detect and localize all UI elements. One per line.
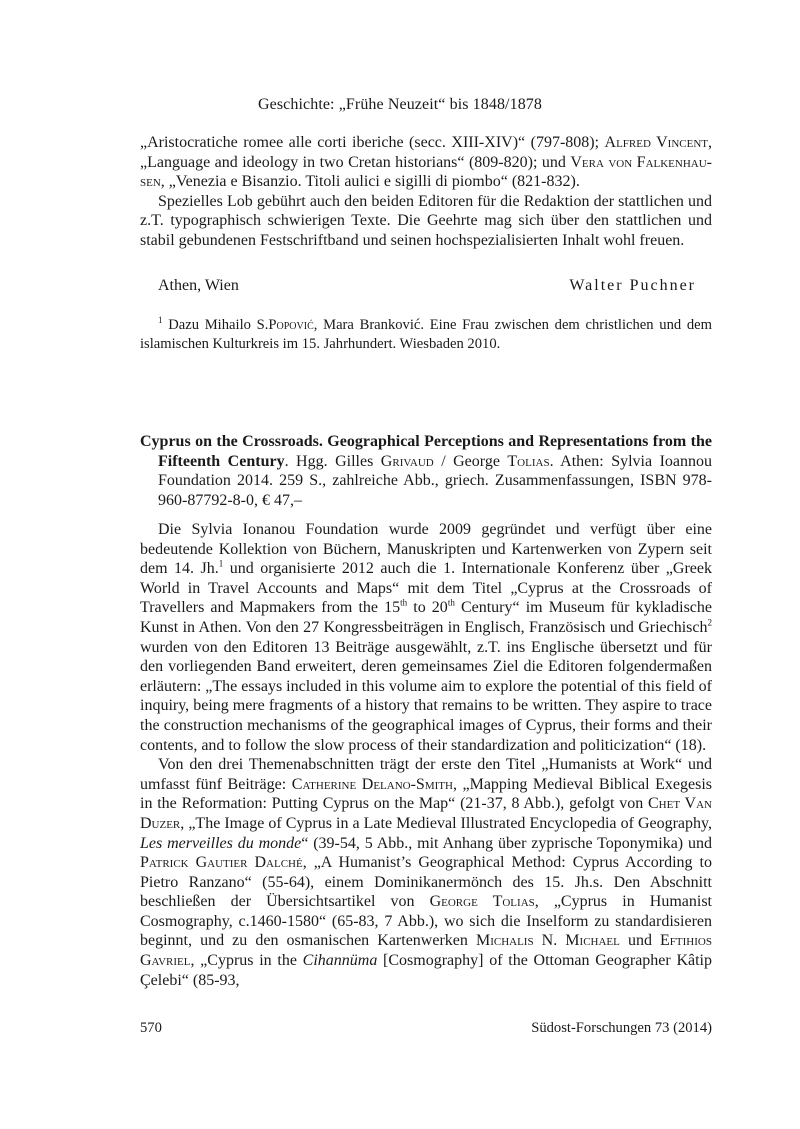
paragraph: „Aristocratiche romee alle corti iberiche (secc. XIII-XIV)“ (797-808); Alfred Vincent, „Language and ideology in two Cretan historians“ (809-820); und Vera von Falkenhau-sen, „Venezia e Bisanzio. Titoli aulici e sigilli di piombo“ (821-832). xyxy=(140,134,712,191)
author-name: Catherine Delano-Smith xyxy=(291,775,453,793)
author-name: Eftihios Gavriel xyxy=(140,932,712,970)
footnote-marker: 1 xyxy=(218,558,224,569)
author-name: Popović xyxy=(268,317,314,333)
footnote-marker: 1 xyxy=(158,315,163,326)
reviewer-name: Walter Puchner xyxy=(569,277,696,294)
review-title: Cyprus on the Crossroads. Geographical Perceptions and Representations from the Fifteenth Century. Hgg. Gilles Grivaud / George Tolias. Athen: Sylvia Ioannou Foundation 2014. 259 S., zahlreiche Abb., griech. Zusammenfassungen, ISBN 978-960-87792-8-0, € 47,– xyxy=(140,433,713,509)
paragraph: Spezielles Lob gebührt auch den beiden Editoren für die Redaktion der stattlichen und z.T. typographisch schwierigen Texte. Die Geehrte mag sich über den stattlichen und stabil gebundenen Festschriftband und seinen hochspezialisierten Inhalt wohl freuen. xyxy=(140,192,712,249)
review-place: Athen, Wien xyxy=(158,277,239,294)
author-name: Vera von Falkenhau-sen xyxy=(140,153,712,191)
author-name: Alfred Vincent xyxy=(604,134,708,151)
footnote-marker: 2 xyxy=(707,617,712,628)
journal-citation: Südost-Forschungen 73 (2014) xyxy=(531,1020,712,1036)
italic-title: Les merveilles du monde xyxy=(140,834,302,852)
author-name: George Tolias xyxy=(429,893,535,911)
editor-name: Grivaud xyxy=(380,452,434,470)
review-body xyxy=(140,520,712,990)
review-continuation xyxy=(140,133,712,251)
book-title: Cyprus on the Crossroads. Geographical Perceptions and Representations from the Fifteenth Century xyxy=(140,433,712,470)
author-name: Michalis N. Michael xyxy=(475,932,620,950)
paragraph: Die Sylvia Ionanou Foundation wurde 2009 gegründet und verfügt über eine bedeutende Kollektion von Büchern, Manuskripten und Kartenwerken von Zypern seit dem 14. Jh.$^1$ und organisierte 2012 auch die 1. Internationale Konferenz über „Greek World in Travel Accounts and Maps“ mit dem Titel „Cyprus at the Crossroads of Travellers and Mapmakers from the 15th to 20th Century“ im Museum für kykladische Kunst in Athen. Von den 27 Kongressbeiträgen in Englisch, Französisch und Griechisch$^2$ wurden von den Editoren 13 Beiträge ausgewählt, z.T. ins Englische übersetzt und für den vorliegenden Band erweitert, deren gemeinsames Ziel die Editoren folgendermaßen erläutern: „The essays included in this volume aim to explore the potential of this field of inquiry, being mere fragments of a history that remains to be written. They aspire to trace the construction mechanisms of the geographical images of Cyprus, their forms and their contents, and to follow the slow process of their standardization and politicization“ (18). xyxy=(140,521,712,754)
italic-title: Cihannüma xyxy=(302,952,378,970)
footnote: $^1$ Dazu Mihailo S.Popović, Mara Branković. Eine Frau zwischen dem christlichen und dem islamischen Kulturkreis im 15. Jahrhundert. Wiesbaden 2010. xyxy=(140,315,712,352)
paragraph: Von den drei Themenabschnitten trägt der erste den Titel „Humanists at Work“ und umfasst fünf Beiträge: Catherine Delano-Smith, „Mapping Medieval Biblical Exegesis in the Reformation: Putting Cyprus on the Map“ (21-37, 8 Abb.), gefolgt von Chet Van Duzer, „The Image of Cyprus in a Late Medieval Illustrated Encyclopedia of Geography, Les merveilles du monde“ (39-54, 5 Abb., mit Anhang über zyprische Toponymika) und Patrick Gautier Dalché, „A Humanist’s Geographical Method: Cyprus According to Pietro Ranzano“ (55-64), einem Dominikanermönch des 15. Jh.s. Den Abschnitt beschließen der Übersichtsartikel von George Tolias, „Cyprus in Humanist Cosmography, c.1460-1580“ (65-83, 7 Abb.), wo sich die Inselform zu standardisieren beginnt, und zu den osmanischen Kartenwerken Michalis N. Michael und Eftihios Gavriel, „Cyprus in the Cihannüma [Cosmography] of the Ottoman Geographer Kâtip Çelebi“ (85-93, xyxy=(140,756,713,989)
running-header: Geschichte: „Frühe Neuzeit“ bis 1848/1878 xyxy=(257,96,543,113)
signature-line xyxy=(158,277,696,295)
editor-name: Tolias xyxy=(507,452,550,470)
author-name: Chet Van Duzer xyxy=(140,795,712,832)
page-number: 570 xyxy=(140,1020,162,1036)
author-name: Patrick Gautier Dalché xyxy=(140,854,303,872)
